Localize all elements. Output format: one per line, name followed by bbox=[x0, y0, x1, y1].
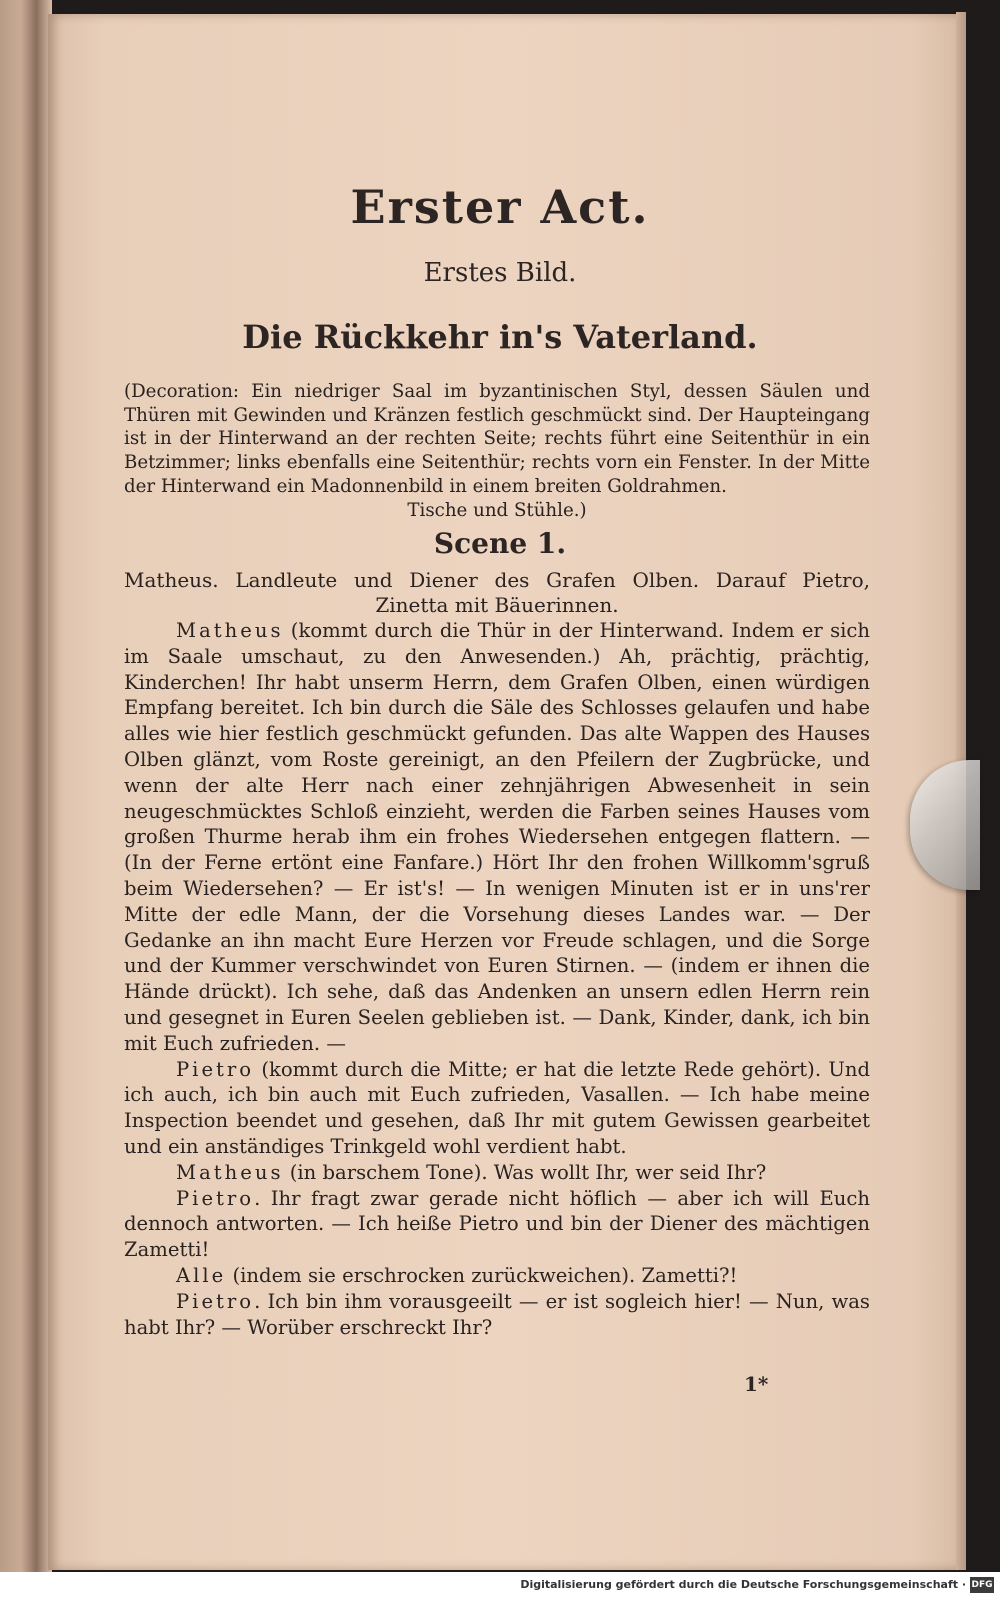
speaker-name: Pietro bbox=[176, 1057, 255, 1081]
dialogue-text: . Ihr fragt zwar gerade nicht höflich — aber ich will Euch dennoch antworten. — Ich heiße Pietro und bin der Diener des mächtigen Zametti! bbox=[124, 1186, 870, 1262]
dialogue-paragraph bbox=[124, 618, 870, 1057]
dialogue-text: (indem sie erschrocken zurückweichen). Zametti?! bbox=[226, 1263, 738, 1287]
dialogue bbox=[124, 618, 870, 1340]
bild-title: Erstes Bild. bbox=[423, 258, 577, 288]
page-left-edge bbox=[0, 0, 52, 1572]
speaker-name: Pietro bbox=[176, 1186, 255, 1210]
dialogue-text: (kommt durch die Mitte; er hat die letzte Rede gehört). Und ich auch, ich bin auch mit Euch zufrieden, Vasallen. — Ich habe meine Inspection beendet und gesehen, daß Ihr mit gutem Gewissen gearbeitet und ein anständiges Trinkgeld wohl verdient habt. bbox=[124, 1057, 870, 1158]
dialogue-paragraph bbox=[124, 1160, 870, 1186]
persons-line-2: Zinetta mit Bäuerinnen. bbox=[375, 593, 619, 617]
persons-line-1: Matheus. Landleute und Diener des Grafen Olben. Darauf Pietro, bbox=[124, 568, 870, 592]
dialogue-text: (in barschem Tone). Was wollt Ihr, wer seid Ihr? bbox=[283, 1160, 767, 1184]
dialogue-paragraph bbox=[124, 1057, 870, 1160]
footer-bar bbox=[0, 1576, 1000, 1599]
dialogue-text: (kommt durch die Thür in der Hinterwand. Indem er sich im Saale umschaut, zu den Anwesenden.) Ah, prächtig, prächtig, Kinderchen! Ihr habt unserm Herrn, dem Grafen Olben, einen würdigen Empfang bereitet. Ich bin durch die Säle des Schlosses gelaufen und habe alles wie hier festlich geschmückt gefunden. Das alte Wappen des Hauses Olben glänzt, vom Roste gereinigt, an den Pfeilern der Zugbrücke, und wenn der alte Herr nach einer zehnjährigen Abwesenheit in sein neugeschmücktes Schloß einzieht, werden die Farben seines Hauses vom großen Thurme herab ihm ein frohes Wiedersehen entgegen flattern. — (In der Ferne ertönt eine Fanfare.) Hört Ihr den frohen Willkomm'sgruß beim Wiedersehen? — Er ist's! — In wenigen Minuten ist er in uns'rer Mitte der edle Mann, der die Vorsehung dieses Landes war. — Der Gedanke an ihn macht Eure Herzen vor Freude schlagen, und die Sorge und der Kummer verschwindet von Euren Stirnen. — (indem er ihnen die Hände drückt). Ich sehe, daß das Andenken an unsern edlen Herrn rein und gesegnet in Euren Seelen geblieben ist. — Dank, Kinder, dank, ich bin mit Euch zufrieden. — bbox=[124, 619, 870, 1055]
decoration-text: (Decoration: Ein niedriger Saal im byzantinischen Styl, dessen Säulen und Thüren mit Gewinden und Kränzen festlich geschmückt sind. Der Haupteingang ist in der Hinterwand an der rechten Seite; rechts führt eine Seitenthür in ein Betzimmer; links ebenfalls eine Seitenthür; rechts vorn ein Fenster. In der Mitte der Hinterwand ein Madonnenbild in einem breiten Goldrahmen. bbox=[124, 381, 870, 497]
dialogue-paragraph bbox=[124, 1186, 870, 1263]
decoration-last-line: Tische und Stühle.) bbox=[407, 499, 587, 521]
dialogue-text: . Ich bin ihm vorausgeeilt — er ist sogleich hier! — Nun, was habt Ihr? — Worüber erschreckt Ihr? bbox=[124, 1289, 870, 1339]
footer-credit: Digitalisierung gefördert durch die Deutsche Forschungsgemeinschaft · bbox=[520, 1578, 966, 1591]
stage-decoration bbox=[124, 380, 870, 522]
speaker-name: Matheus bbox=[176, 1160, 284, 1184]
dfg-logo-icon: DFG bbox=[970, 1577, 994, 1593]
play-title: Die Rückkehr in's Vaterland. bbox=[242, 318, 758, 356]
scene-title: Scene 1. bbox=[433, 527, 567, 560]
dialogue-paragraph bbox=[124, 1263, 870, 1289]
dialogue-paragraph bbox=[124, 1289, 870, 1341]
speaker-name: Matheus bbox=[176, 619, 284, 642]
act-title: Erster Act. bbox=[350, 180, 650, 234]
speaker-name: Alle bbox=[176, 1263, 227, 1287]
page-number: 1* bbox=[744, 1372, 769, 1396]
speaker-name: Pietro bbox=[176, 1289, 255, 1313]
persons-list bbox=[124, 568, 870, 618]
